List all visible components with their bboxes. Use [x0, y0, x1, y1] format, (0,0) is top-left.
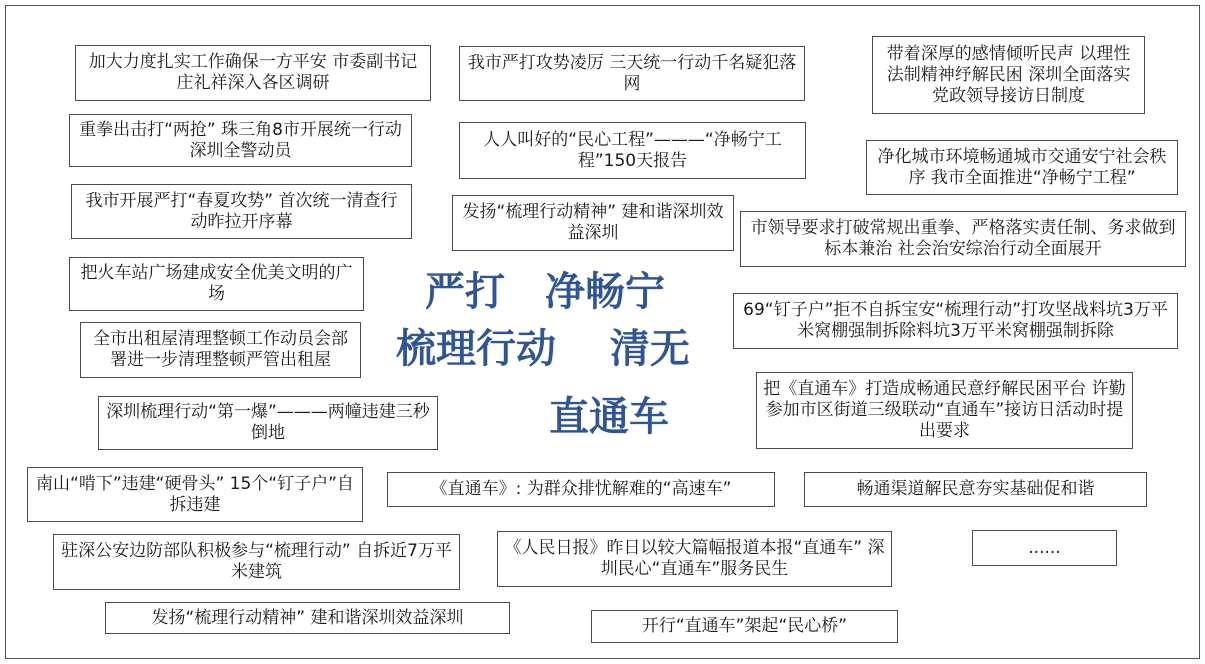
center-title-line-3: 直通车 — [549, 394, 669, 440]
headline-box: 把《直通车》打造成畅通民意纾解民困平台 许勤参加市区街道三级联动“直通车”接访日活动时提出要求 — [756, 372, 1133, 449]
headline-box: 人人叫好的“民心工程”———“净畅宁工程”150天报告 — [459, 122, 806, 179]
headline-box: 加大力度扎实工作确保一方平安 市委副书记庄礼祥深入各区调研 — [75, 45, 431, 101]
headline-box: 重拳出击打“两抢” 珠三角8市开展统一行动深圳全警动员 — [69, 114, 412, 167]
headline-box: 开行“直通车”架起“民心桥” — [591, 610, 898, 643]
headline-box: 深圳梳理行动“第一爆”———两幢违建三秒倒地 — [98, 396, 438, 450]
headline-box: 发扬“梳理行动精神” 建和谐深圳效益深圳 — [105, 602, 510, 634]
headline-box: ...... — [972, 530, 1117, 566]
headline-box: 发扬“梳理行动精神” 建和谐深圳效益深圳 — [452, 195, 734, 251]
headline-box: 把火车站广场建成安全优美文明的广场 — [69, 257, 364, 311]
headline-box: 市领导要求打破常规出重拳、严格落实责任制、务求做到标本兼治 社会治安综治行动全面展开 — [740, 211, 1186, 267]
headline-box: 净化城市环境畅通城市交通安宁社会秩序 我市全面推进“净畅宁工程” — [866, 140, 1178, 195]
headline-box: 《人民日报》昨日以较大篇幅报道本报“直通车” 深圳民心“直通车”服务民生 — [497, 531, 892, 587]
headline-box: 畅通渠道解民意夯实基础促和谐 — [804, 472, 1147, 507]
headline-box: 我市开展严打“春夏攻势” 首次统一清查行动昨拉开序幕 — [71, 184, 412, 239]
headline-box: 南山“啃下”违建“硬骨头” 15个“钉子户”自拆违建 — [27, 467, 363, 522]
headline-box: 69“钉子户”拒不自拆宝安“梳理行动”打攻坚战料坑3万平米窝棚强制拆除料坑3万平米窝棚强制拆除 — [733, 293, 1178, 349]
headline-box: 《直通车》: 为群众排忧解难的“高速车” — [387, 472, 775, 507]
headline-box: 驻深公安边防部队积极参与“梳理行动” 自拆近7万平米建筑 — [53, 534, 460, 590]
center-title-line-1: 严打 净畅宁 — [425, 269, 665, 315]
headline-box: 我市严打攻势凌厉 三天统一行动千名疑犯落网 — [459, 46, 805, 101]
center-title-line-2: 梳理行动 清无 — [396, 326, 690, 372]
headline-box: 带着深厚的感情倾听民声 以理性法制精神纾解民困 深圳全面落实党政领导接访日制度 — [872, 36, 1145, 114]
headline-box: 全市出租屋清理整顿工作动员会部署进一步清理整顿严管出租屋 — [80, 322, 361, 378]
